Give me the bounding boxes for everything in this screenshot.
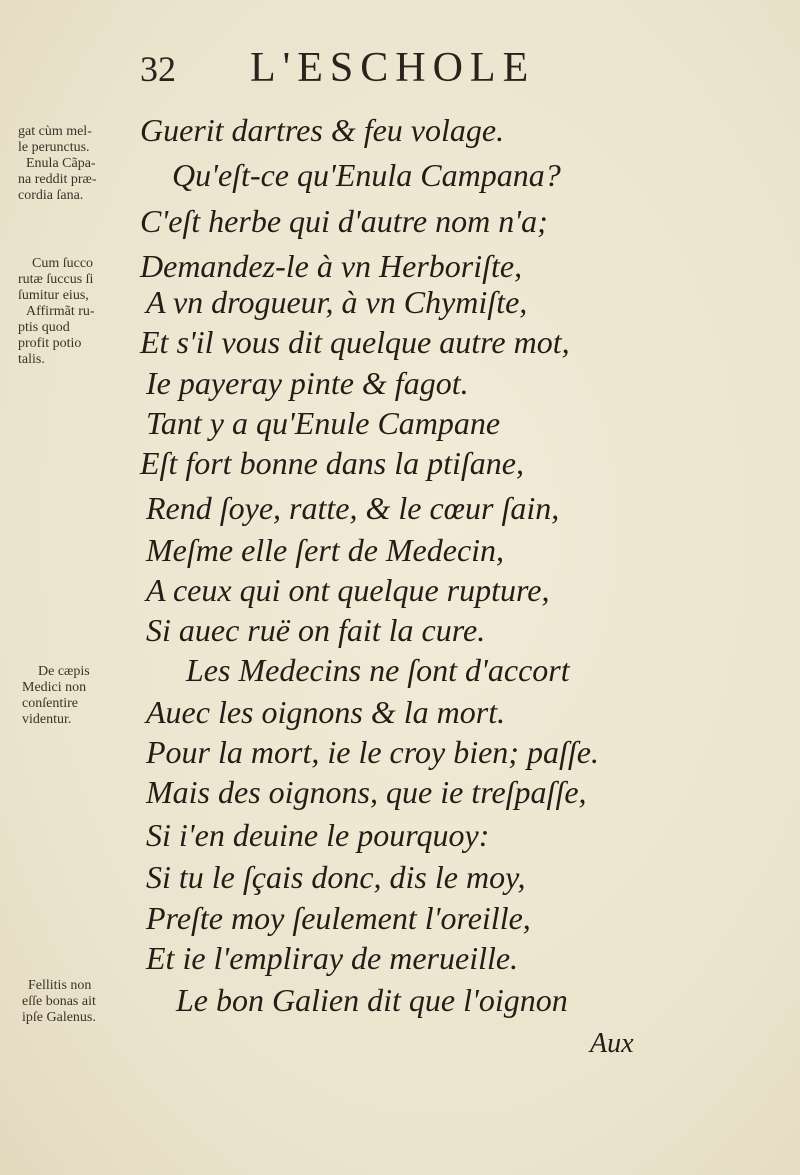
verse-line: Qu'eſt-ce qu'Enula Campana? bbox=[172, 157, 561, 193]
verse-line: Les Medecins ne ſont d'accort bbox=[186, 652, 570, 688]
catchword: Aux bbox=[590, 1028, 634, 1059]
verse-line: Mais des oignons, que ie treſpaſſe, bbox=[146, 774, 587, 810]
margin-note bbox=[18, 124, 128, 204]
verse-line: Pour la mort, ie le croy bien; paſſe. bbox=[146, 734, 599, 770]
margin-note bbox=[22, 978, 132, 1026]
verse-line: Si auec ruë on fait la cure. bbox=[146, 612, 486, 648]
verse-line: A ceux qui ont quelque rupture, bbox=[146, 572, 550, 608]
margin-note-line: Affirmãt ru- bbox=[26, 304, 95, 319]
margin-note-line: ptis quod bbox=[18, 320, 70, 335]
verse-line: Rend ſoye, ratte, & le cœur ſain, bbox=[146, 490, 560, 526]
margin-note bbox=[22, 664, 132, 728]
page-number: 32 bbox=[140, 49, 176, 89]
margin-note-line: talis. bbox=[18, 352, 45, 367]
margin-note-line: Cum ſucco bbox=[32, 256, 94, 271]
margin-note-line: rutæ ſuccus ſi bbox=[18, 272, 94, 287]
margin-note-line: profit potio bbox=[18, 336, 82, 351]
margin-note-line: conſentire bbox=[22, 696, 78, 711]
margin-note-line: le perunctus. bbox=[18, 140, 90, 155]
margin-note-line: na reddit præ- bbox=[18, 172, 97, 187]
margin-note-line: cordia ſana. bbox=[18, 188, 84, 203]
verse-line: Le bon Galien dit que l'oignon bbox=[176, 982, 568, 1018]
verse-line: A vn drogueur, à vn Chymiſte, bbox=[146, 284, 528, 320]
verse-line: Ie payeray pinte & fagot. bbox=[146, 365, 469, 401]
margin-note-line: ipſe Galenus. bbox=[22, 1010, 96, 1025]
verse-line: Preſte moy ſeulement l'oreille, bbox=[146, 900, 531, 936]
margin-note-line: gat cùm mel- bbox=[18, 124, 92, 139]
verse-line: Et ie l'empliray de merueille. bbox=[146, 940, 519, 976]
verse-line: Si tu le ſçais donc, dis le moy, bbox=[146, 859, 526, 895]
margin-note bbox=[18, 256, 128, 368]
page-header bbox=[140, 42, 640, 102]
margin-note-line: eſſe bonas ait bbox=[22, 994, 96, 1009]
verse-line: Demandez-le à vn Herboriſte, bbox=[140, 248, 523, 284]
verse-line: Si i'en deuine le pourquoy: bbox=[146, 817, 490, 853]
running-title: L'ESCHOLE bbox=[250, 45, 536, 91]
margin-note-line: Fellitis non bbox=[28, 978, 92, 993]
margin-note-line: Enula Cãpa- bbox=[26, 156, 96, 171]
margin-note-line: De cæpis bbox=[38, 664, 90, 679]
margin-note-line: ſumitur eius, bbox=[18, 288, 89, 303]
verse-line: Tant y a qu'Enule Campane bbox=[146, 405, 501, 441]
verse-line: Meſme elle ſert de Medecin, bbox=[146, 532, 505, 568]
verse-line: Auec les oignons & la mort. bbox=[146, 694, 506, 730]
margin-note-line: videntur. bbox=[22, 712, 72, 727]
margin-note-line: Medici non bbox=[22, 680, 87, 695]
verse-line: Et s'il vous dit quelque autre mot, bbox=[140, 324, 570, 360]
verse-line: C'eſt herbe qui d'autre nom n'a; bbox=[140, 203, 548, 239]
verse-line: Eſt fort bonne dans la ptiſane, bbox=[140, 445, 524, 481]
verse-line: Guerit dartres & feu volage. bbox=[140, 112, 505, 148]
